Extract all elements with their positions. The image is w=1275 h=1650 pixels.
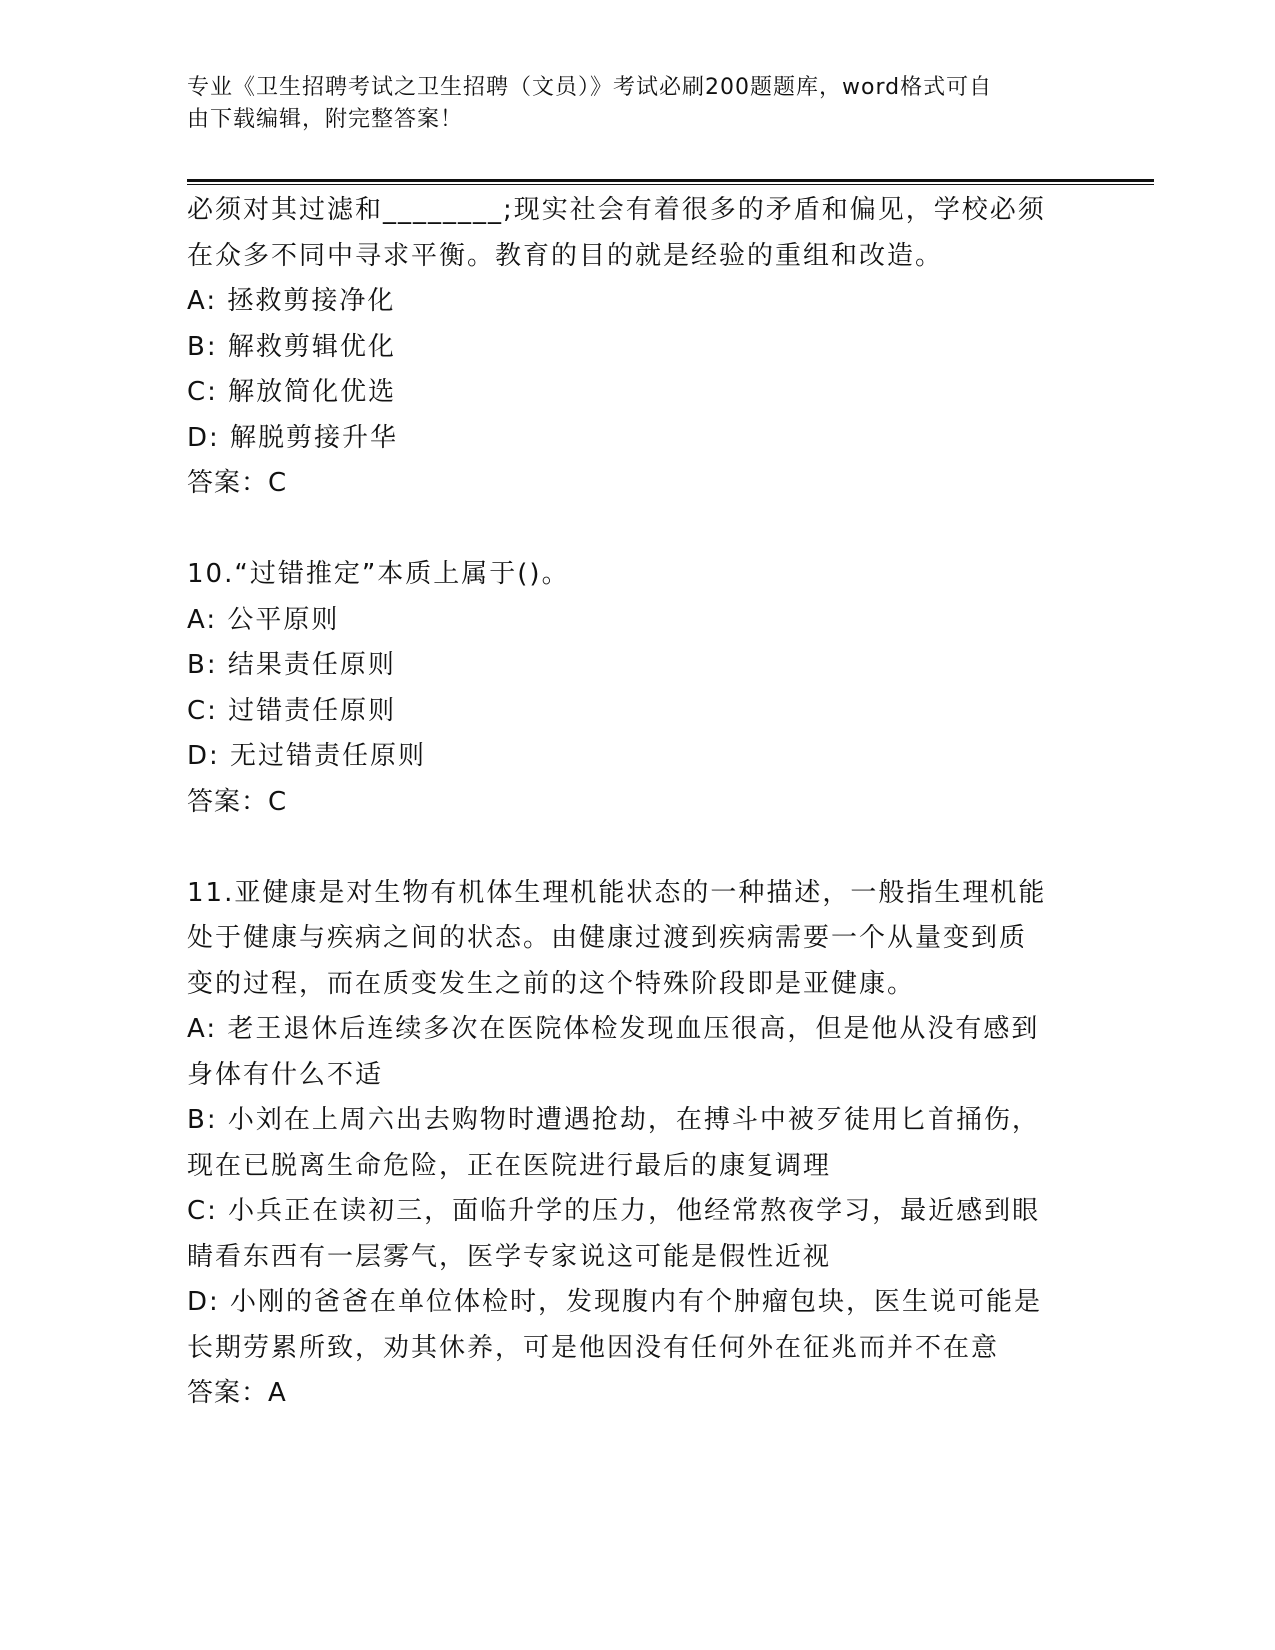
option-b: B: 解救剪辑优化 [187,331,396,362]
question-10 [187,552,1087,825]
option-d: D: 无过错责任原则 [187,741,427,771]
answer-line: 答案：C [187,468,288,498]
option-d: D: 小刚的爸爸在单位体检时，发现腹内有个肿瘤包块，医生说可能是 [187,1287,1043,1317]
option-a: A: 老王退休后连续多次在医院体检发现血压很高，但是他从没有感到 [187,1014,1040,1044]
question-spacer [187,507,1087,553]
question-list [187,188,1087,1417]
option-c: C: 解放简化优选 [187,377,397,407]
question-11 [187,871,1087,1417]
header-title-line-1: 专业《卫生招聘考试之卫生招聘（文员）》考试必刷200题题库，word格式可自 [187,75,993,100]
option-a: A: 拯救剪接净化 [187,286,396,316]
header-divider-thin [187,184,1154,185]
answer-line: 答案：A [187,1378,287,1408]
question-stem-line: 10.“过错推定”本质上属于()。 [187,559,570,589]
question-9 [187,188,1087,507]
header-divider-thick [187,179,1154,182]
question-stem-line: 在众多不同中寻求平衡。教育的目的就是经验的重组和改造。 [187,240,944,271]
option-a-continued: 身体有什么不适 [187,1059,384,1090]
question-stem-line: 变的过程，而在质变发生之前的这个特殊阶段即是亚健康。 [187,968,916,999]
option-c-continued: 睛看东西有一层雾气，医学专家说这可能是假性近视 [187,1241,832,1272]
question-stem-line: 必须对其过滤和________;现实社会有着很多的矛盾和偏见，学校必须 [187,195,1046,225]
header-title-line-2: 由下载编辑，附完整答案！ [187,107,464,132]
option-d-continued: 长期劳累所致，劝其休养，可是他因没有任何外在征兆而并不在意 [187,1332,1000,1363]
answer-line: 答案：C [187,786,288,817]
option-b: B: 小刘在上周六出去购物时遭遇抢劫，在搏斗中被歹徒用匕首捅伤， [187,1105,1040,1135]
option-a: A: 公平原则 [187,604,340,635]
option-d: D: 解脱剪接升华 [187,422,399,453]
question-stem-line: 处于健康与疾病之间的状态。由健康过渡到疾病需要一个从量变到质 [187,923,1028,953]
option-c: C: 小兵正在读初三，面临升学的压力，他经常熬夜学习，最近感到眼 [187,1196,1041,1226]
option-c: C: 过错责任原则 [187,695,397,726]
option-b-continued: 现在已脱离生命危险，正在医院进行最后的康复调理 [187,1150,832,1181]
document-header [187,72,1087,136]
option-b: B: 结果责任原则 [187,650,396,680]
question-spacer [187,825,1087,871]
question-stem-line: 11.亚健康是对生物有机体生理机能状态的一种描述，一般指生理机能 [187,877,1047,908]
